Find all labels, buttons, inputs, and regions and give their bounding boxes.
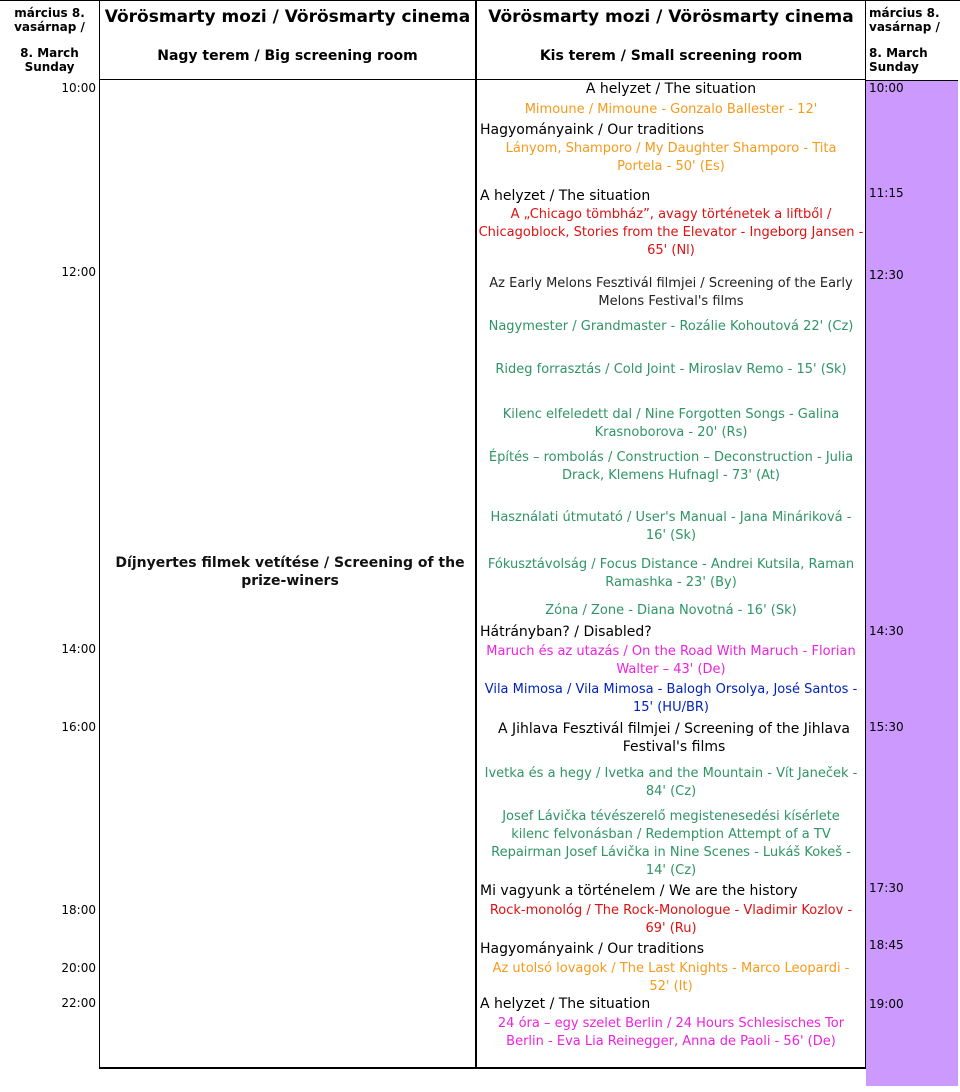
film-entry: Vila Mimosa / Vila Mimosa - Balogh Orsolya, José Santos - 15' (HU/BR) xyxy=(484,682,858,715)
left-time: 18:00 xyxy=(61,903,96,917)
cinema-title-right: Vörösmarty mozi / Vörösmarty cinema xyxy=(488,7,854,27)
block-title: A helyzet / The situation xyxy=(480,996,651,1012)
right-time: 17:30 xyxy=(869,881,904,895)
block-title: Hagyományaink / Our traditions xyxy=(480,941,705,957)
film-entry: Nagymester / Grandmaster - Rozálie Kohoutová 22' (Cz) xyxy=(488,319,854,334)
film-entry: 24 óra – egy szelet Berlin / 24 Hours Schlesisches Tor Berlin - Eva Lia Reinegger, Anna de Paoli - 56' (De) xyxy=(497,1016,845,1049)
cinema-title-left: Vörösmarty mozi / Vörösmarty cinema xyxy=(104,7,471,27)
left-time: 20:00 xyxy=(61,961,96,975)
small-room-heading: Kis terem / Small screening room xyxy=(539,48,803,64)
date-en-left: 8. March Sunday xyxy=(20,46,79,74)
block-title: Mi vagyunk a történelem / We are the history xyxy=(480,883,798,899)
block-title: A Jihlava Fesztivál filmjei / Screening of the Jihlava Festival's films xyxy=(497,721,850,755)
right-time: 11:15 xyxy=(869,186,904,200)
column-divider-right xyxy=(865,0,866,1068)
right-time: 10:00 xyxy=(869,81,904,95)
film-entry: Mimoune / Mimoune - Gonzalo Ballester - 12' xyxy=(524,102,818,117)
film-entry: Kilenc elfeledett dal / Nine Forgotten Songs - Galina Krasnoborova - 20' (Rs) xyxy=(502,407,840,440)
right-time: 19:00 xyxy=(869,997,904,1011)
film-entry: Lányom, Shamporo / My Daughter Shamporo - Tita Portela - 50' (Es) xyxy=(505,141,837,174)
big-room-heading: Nagy terem / Big screening room xyxy=(157,48,418,64)
film-entry: Használati útmutató / User's Manual - Jana Mináriková - 16' (Sk) xyxy=(490,510,852,543)
table-border-top xyxy=(0,0,960,1)
table-border-bottom xyxy=(99,1067,866,1069)
right-time-column-fill xyxy=(866,80,958,1086)
left-time: 22:00 xyxy=(61,996,96,1010)
left-time: 14:00 xyxy=(61,642,96,656)
column-divider xyxy=(475,0,477,1068)
left-time: 10:00 xyxy=(61,81,96,95)
film-entry: Rock-monológ / The Rock-Monologue - Vladimir Kozlov - 69' (Ru) xyxy=(489,903,853,936)
film-entry: Ivetka és a hegy / Ivetka and the Mountain - Vít Janeček - 84' (Cz) xyxy=(484,766,858,799)
table-border-left xyxy=(99,0,100,1068)
right-time: 14:30 xyxy=(869,624,904,638)
left-time: 12:00 xyxy=(61,265,96,279)
date-hu-right: március 8. vasárnap / xyxy=(869,6,940,34)
left-time: 16:00 xyxy=(61,720,96,734)
block-title: A helyzet / The situation xyxy=(585,81,757,97)
right-time: 18:45 xyxy=(869,938,904,952)
date-en-right: 8. March Sunday xyxy=(869,46,928,74)
date-hu-left: március 8. vasárnap / xyxy=(14,6,85,34)
film-entry: Rideg forrasztás / Cold Joint - Miroslav Remo - 15' (Sk) xyxy=(495,362,847,377)
block-title: Hagyományaink / Our traditions xyxy=(480,122,705,138)
right-time: 15:30 xyxy=(869,720,904,734)
block-title: A helyzet / The situation xyxy=(480,188,651,204)
block-title: Hátrányban? / Disabled? xyxy=(480,624,652,640)
film-entry: Fókusztávolság / Focus Distance - Andrei Kutsila, Raman Ramashka - 23' (By) xyxy=(487,557,855,590)
film-entry: Maruch és az utazás / On the Road With Maruch - Florian Walter – 43' (De) xyxy=(486,644,856,677)
film-entry: Zóna / Zone - Diana Novotná - 16' (Sk) xyxy=(545,603,797,618)
film-entry: A „Chicago tömbház”, avagy történetek a liftből / Chicagoblock, Stories from the Elevator - Ingeborg Jansen - 65' (Nl) xyxy=(478,207,864,258)
film-entry: Építés – rombolás / Construction – Deconstruction - Julia Drack, Klemens Hufnagl - 73' (At) xyxy=(488,450,854,483)
film-entry: Az utolsó lovagok / The Last Knights - Marco Leopardi - 52' (It) xyxy=(492,961,850,994)
right-time: 12:30 xyxy=(869,268,904,282)
film-entry: Josef Lávička tévészerelő megistenesedési kísérlete kilenc felvonásban / Redemption Attempt of a TV Repairman Josef Lávička in Nine Scenes - Lukáš Kokeš - 14' (Cz) xyxy=(491,809,851,878)
block-title: Az Early Melons Fesztivál filmjei / Screening of the Early Melons Festival's films xyxy=(489,276,853,309)
big-room-event: Díjnyertes filmek vetítése / Screening of the prize-winers xyxy=(115,555,465,589)
